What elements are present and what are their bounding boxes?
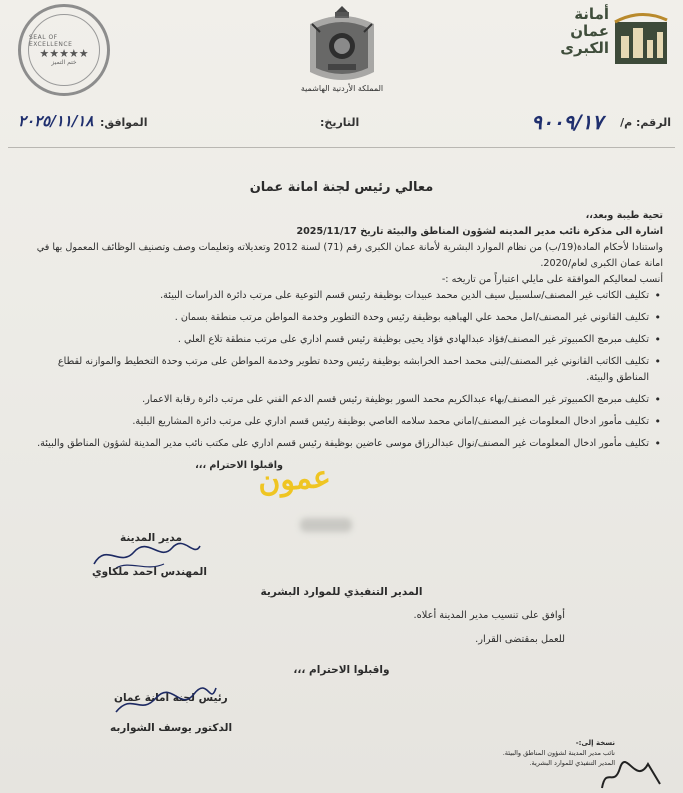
seal-stars: ★★★★★ (39, 47, 89, 60)
reference-line (10, 110, 671, 140)
list-item: • تكليف مبرمج الكمبيوتر غير المصنف/بهاء عبدالكريم محمد السور بوظيفة رئيس قسم الدعم الفني على مرتب دائرة رقابة الاعمار. (23, 392, 649, 408)
closing-regards-2: واقبلوا الاحترام ،،، (293, 664, 390, 676)
approval-text: أوافق على تنسيب مدير المدينة أعلاه. (413, 610, 565, 621)
coat-of-arms-icon (302, 2, 382, 86)
city-manager-title: مدير المدينة (120, 532, 182, 544)
national-emblem (292, 2, 392, 102)
closing-regards: واقبلوا الاحترام ،،، (195, 460, 283, 471)
copy-item: نائب مدير المدينة لشؤون المناطق والبيئة. (502, 749, 615, 757)
date-value: ٢٠٢٥/١١/١٨ (18, 112, 94, 130)
list-item: • تكليف مأمور ادخال المعلومات غير المصنف/نوال عبدالرزاق موسى عاضين بوظيفة رئيس قسم اداري على مكتب نائب مدير المدينة لشؤون المناطق والبيئة. (23, 436, 649, 452)
greeting: تحية طيبة وبعد،، (585, 210, 663, 221)
copy-item: المدير التنفيذي للموارد البشرية. (529, 759, 615, 767)
action-text: للعمل بمقتضى القرار. (475, 634, 565, 645)
copies-label: نسخة إلى:- (575, 739, 615, 747)
seal-inner-ring (28, 14, 100, 86)
list-item: • تكليف القانوني غير المصنف/امل محمد علي الهباهبه بوظيفة رئيس وحدة التطوير وخدمة المواطن مرتب منطقة بسمان . (23, 310, 649, 326)
reference-number-label: الرقم: م/ (620, 116, 671, 129)
legal-basis: واستنادا لأحكام المادة(19/ب) من نظام الموارد البشرية لأمانة عمان الكبرى رقم (71) لسنة 2012 وتعديلاته وتعليمات وصف وتصنيف الوظائف المعمول بها في امانة عمان الكبرى لعام/2020. (36, 242, 663, 269)
hr-director-title: المدير التنفيذي للموارد البشرية (260, 586, 423, 598)
emblem-caption: المملكة الأردنية الهاشمية (300, 84, 384, 93)
seal-arabic-text: ختم التميز (51, 59, 77, 66)
city-skyline-icon (613, 8, 669, 66)
list-item: • تكليف الكاتب القانوني غير المصنف/لبنى محمد احمد الخرابشه بوظيفة رئيس وحدة تطوير وخدمة المواطن على مرتب وحدة التخطيط والموازنه لقطاع المناطق والبيئة. (23, 354, 649, 386)
chair-signature-icon (110, 682, 220, 722)
hijri-label: الموافق: (100, 116, 148, 129)
recommendation-intro: أنسب لمعاليكم الموافقة على مايلي اعتباراً من تاريخه :- (441, 274, 663, 285)
logo-text: أمانة عمان الكبرى (560, 5, 609, 57)
city-manager-name: المهندس احمد ملكاوي (92, 566, 207, 578)
gam-logo (549, 4, 669, 74)
reference-number-value: ٩٠٠٩/١٧ (531, 110, 603, 134)
assignment-list (23, 288, 663, 452)
redacted-area (300, 518, 352, 532)
list-item: • تكليف مأمور ادخال المعلومات غير المصنف/اماني محمد سلامه العاصي بوظيفة رئيس قسم اداري على مرتب دائرة المشاريع البلية. (23, 414, 649, 430)
list-item: • تكليف الكاتب غير المصنف/سلسبيل سيف الدين محمد عبيدات بوظيفة رئيس قسم التوعية على مرتب دائرة الدراسات البيئة. (23, 288, 649, 304)
initials-signature-icon (596, 758, 666, 792)
header-divider (8, 147, 675, 148)
reference-memo: اشارة الى مذكرة نائب مدير المدينه لشؤون المناطق والبيئة تاريخ 2025/11/17 (296, 226, 663, 237)
seal-text: SEAL OF EXCELLENCE (29, 34, 73, 48)
excellence-seal (18, 4, 110, 96)
committee-chair-title: رئيس لجنة امانة عمان (114, 692, 228, 704)
news-watermark: عمون (256, 459, 332, 500)
date-label: التاريخ: (320, 116, 360, 129)
addressee: معالي رئيس لجنة امانة عمان (249, 180, 434, 195)
committee-chair-name: الدكتور يوسف الشواربه (110, 722, 233, 734)
letter-body (23, 208, 663, 474)
list-item: • تكليف مبرمج الكمبيوتر غير المصنف/فؤاد عبدالهادي فؤاد يحيى بوظيفة رئيس قسم اداري على مرتب منطقة تلاع العلي . (23, 332, 649, 348)
